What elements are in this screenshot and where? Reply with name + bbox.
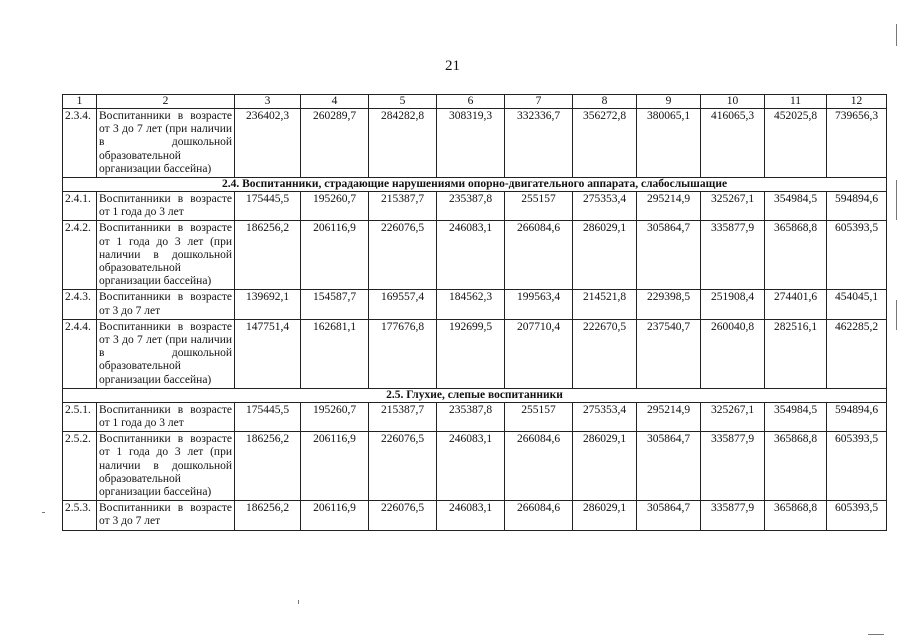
scan-mark (896, 180, 897, 220)
value-cell: 452025,8 (765, 109, 827, 178)
value-cell: 286029,1 (573, 221, 637, 290)
value-cell: 246083,1 (437, 221, 505, 290)
value-cell: 206116,9 (301, 221, 369, 290)
value-cell: 286029,1 (573, 501, 637, 530)
row-number-cell: 2.4.2. (63, 221, 97, 290)
value-cell: 286029,1 (573, 432, 637, 501)
value-cell: 229398,5 (637, 290, 701, 319)
value-cell: 206116,9 (301, 501, 369, 530)
row-number-cell: 2.4.4. (63, 319, 97, 388)
value-cell: 295214,9 (637, 192, 701, 221)
column-number-cell: 11 (765, 95, 827, 109)
value-cell: 260289,7 (301, 109, 369, 178)
table-body (63, 95, 887, 531)
row-number-cell: 2.3.4. (63, 109, 97, 178)
row-description-cell: Воспитанники в возрасте от 3 до 7 лет (при наличии в дошкольной образовательной организации бассейна) (97, 109, 235, 178)
row-description-cell: Воспитанники в возрасте от 1 года до 3 лет (при наличии в дошкольной образовательной организации бассейна) (97, 432, 235, 501)
value-cell: 332336,7 (505, 109, 573, 178)
value-cell: 206116,9 (301, 432, 369, 501)
value-cell: 605393,5 (827, 221, 887, 290)
value-cell: 139692,1 (235, 290, 301, 319)
value-cell: 195260,7 (301, 192, 369, 221)
table-row (63, 501, 887, 530)
value-cell: 186256,2 (235, 501, 301, 530)
value-cell: 226076,5 (369, 221, 437, 290)
row-description-cell: Воспитанники в возрасте от 1 года до 3 лет (97, 192, 235, 221)
section-row (63, 178, 887, 192)
column-number-cell: 1 (63, 95, 97, 109)
row-description-cell: Воспитанники в возрасте от 3 до 7 лет (97, 501, 235, 530)
value-cell: 162681,1 (301, 319, 369, 388)
value-cell: 215387,7 (369, 192, 437, 221)
value-cell: 305864,7 (637, 501, 701, 530)
section-title: 2.4. Воспитанники, страдающие нарушениями опорно-двигательного аппарата, слабослышащие (63, 178, 887, 192)
value-cell: 282516,1 (765, 319, 827, 388)
value-cell: 237540,7 (637, 319, 701, 388)
value-cell: 305864,7 (637, 432, 701, 501)
value-cell: 295214,9 (637, 402, 701, 431)
column-number-cell: 3 (235, 95, 301, 109)
table-row (63, 290, 887, 319)
value-cell: 154587,7 (301, 290, 369, 319)
row-number-cell: 2.4.3. (63, 290, 97, 319)
value-cell: 266084,6 (505, 501, 573, 530)
value-cell: 594894,6 (827, 192, 887, 221)
value-cell: 215387,7 (369, 402, 437, 431)
value-cell: 177676,8 (369, 319, 437, 388)
row-description-cell: Воспитанники в возрасте от 3 до 7 лет (97, 290, 235, 319)
value-cell: 305864,7 (637, 221, 701, 290)
value-cell: 605393,5 (827, 501, 887, 530)
row-number-cell: 2.5.3. (63, 501, 97, 530)
scan-mark (896, 300, 897, 330)
value-cell: 416065,3 (701, 109, 765, 178)
column-number-cell: 12 (827, 95, 887, 109)
page-number: 21 (445, 58, 460, 74)
row-number-cell: 2.5.1. (63, 402, 97, 431)
value-cell: 266084,6 (505, 432, 573, 501)
table-row (63, 402, 887, 431)
row-number-cell: 2.5.2. (63, 432, 97, 501)
value-cell: 594894,6 (827, 402, 887, 431)
value-cell: 454045,1 (827, 290, 887, 319)
value-cell: 354984,5 (765, 192, 827, 221)
scan-mark (298, 600, 299, 604)
value-cell: 365868,8 (765, 501, 827, 530)
row-description-cell: Воспитанники в возрасте от 1 года до 3 лет (97, 402, 235, 431)
column-number-cell: 8 (573, 95, 637, 109)
section-row (63, 388, 887, 402)
value-cell: 186256,2 (235, 432, 301, 501)
column-number-cell: 9 (637, 95, 701, 109)
row-number-cell: 2.4.1. (63, 192, 97, 221)
value-cell: 354984,5 (765, 402, 827, 431)
value-cell: 335877,9 (701, 432, 765, 501)
column-number-cell: 5 (369, 95, 437, 109)
value-cell: 325267,1 (701, 192, 765, 221)
value-cell: 199563,4 (505, 290, 573, 319)
value-cell: 365868,8 (765, 221, 827, 290)
table-row (63, 432, 887, 501)
value-cell: 260040,8 (701, 319, 765, 388)
value-cell: 308319,3 (437, 109, 505, 178)
value-cell: 175445,5 (235, 402, 301, 431)
value-cell: 365868,8 (765, 432, 827, 501)
value-cell: 235387,8 (437, 402, 505, 431)
value-cell: 207710,4 (505, 319, 573, 388)
table-row (63, 221, 887, 290)
value-cell: 235387,8 (437, 192, 505, 221)
column-number-cell: 4 (301, 95, 369, 109)
value-cell: 195260,7 (301, 402, 369, 431)
value-cell: 335877,9 (701, 501, 765, 530)
value-cell: 246083,1 (437, 501, 505, 530)
value-cell: 226076,5 (369, 432, 437, 501)
value-cell: 605393,5 (827, 432, 887, 501)
scan-mark (896, 24, 897, 46)
value-cell: 214521,8 (573, 290, 637, 319)
value-cell: 255157 (505, 192, 573, 221)
row-description-cell: Воспитанники в возрасте от 1 года до 3 лет (при наличии в дошкольной образовательной организации бассейна) (97, 221, 235, 290)
value-cell: 380065,1 (637, 109, 701, 178)
scan-mark (868, 634, 884, 635)
table-row (63, 192, 887, 221)
value-cell: 335877,9 (701, 221, 765, 290)
value-cell: 192699,5 (437, 319, 505, 388)
value-cell: 739656,3 (827, 109, 887, 178)
value-cell: 255157 (505, 402, 573, 431)
table-row (63, 109, 887, 178)
value-cell: 284282,8 (369, 109, 437, 178)
value-cell: 275353,4 (573, 192, 637, 221)
value-cell: 462285,2 (827, 319, 887, 388)
value-cell: 184562,3 (437, 290, 505, 319)
value-cell: 274401,6 (765, 290, 827, 319)
value-cell: 275353,4 (573, 402, 637, 431)
value-cell: 251908,4 (701, 290, 765, 319)
value-cell: 236402,3 (235, 109, 301, 178)
value-cell: 175445,5 (235, 192, 301, 221)
column-number-cell: 7 (505, 95, 573, 109)
value-cell: 147751,4 (235, 319, 301, 388)
value-cell: 356272,8 (573, 109, 637, 178)
tariff-table (62, 94, 887, 531)
value-cell: 246083,1 (437, 432, 505, 501)
value-cell: 325267,1 (701, 402, 765, 431)
section-title: 2.5. Глухие, слепые воспитанники (63, 388, 887, 402)
value-cell: 169557,4 (369, 290, 437, 319)
value-cell: 266084,6 (505, 221, 573, 290)
table-row (63, 319, 887, 388)
value-cell: 222670,5 (573, 319, 637, 388)
column-number-cell: 10 (701, 95, 765, 109)
scan-mark (42, 512, 45, 513)
value-cell: 186256,2 (235, 221, 301, 290)
header-row (63, 95, 887, 109)
value-cell: 226076,5 (369, 501, 437, 530)
column-number-cell: 2 (97, 95, 235, 109)
column-number-cell: 6 (437, 95, 505, 109)
row-description-cell: Воспитанники в возрасте от 3 до 7 лет (при наличии в дошкольной образовательной организации бассейна) (97, 319, 235, 388)
